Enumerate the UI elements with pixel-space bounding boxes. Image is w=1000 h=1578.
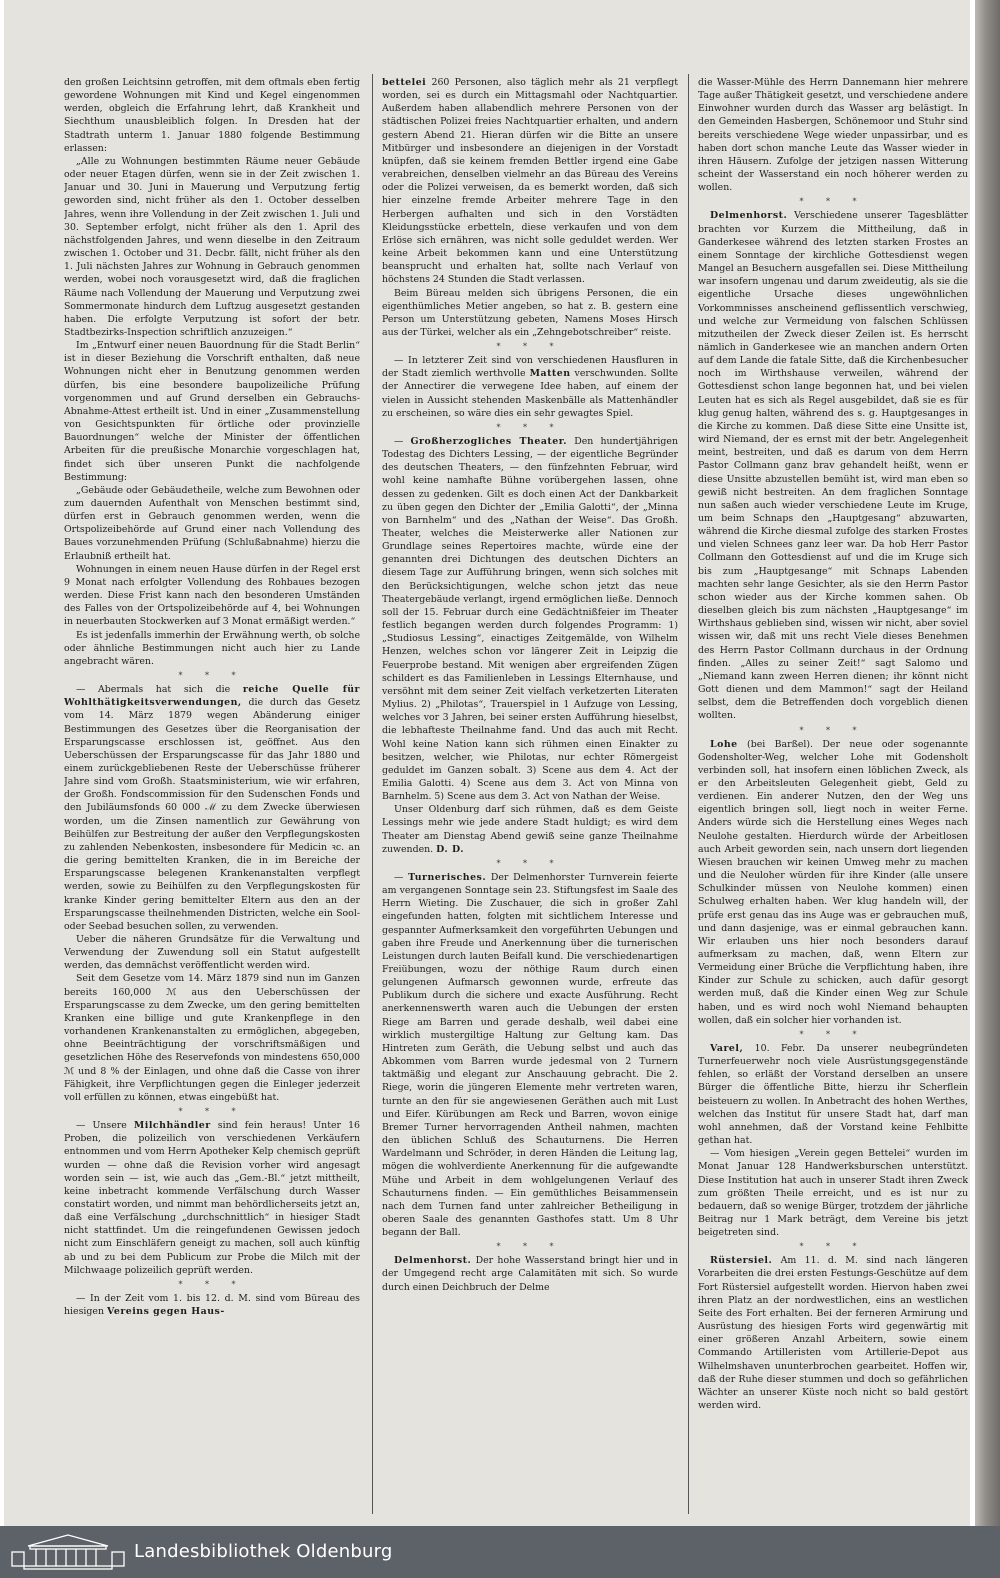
article-heading: Matten <box>529 368 571 380</box>
article-wohlthaetigkeit: — Abermals hat sich die reiche Quelle für Wohlthätigkeitsverwendungen, die durch das Gesetz vom 14. März 1879 wegen Abänderung einiger Bestimmungen des Gesetzes über die Reorganisation der Ersparungscasse erschlossen ist, geöffnet. Aus den Ueberschüssen der Ersparungscasse für das Jahr 1880 und einem zurückgebliebenen Reste der Ueberschüsse früherer Jahre sind vom Großh. Staatsministerium, wie wir erfahren, der Großh. Fondscommission für den Sudenschen Fonds und den Jubiläumsfonds 60 000 ℳ zu dem Zwecke überwiesen worden, um die Zinsen namentlich zur Gewährung von Beihülfen zur Bestreitung der außer den Verpflegungskosten zu zahlenden Nebenkosten, insbesondere für Medicin ꝛc. an die gering bemittelten Kranken, die in im Bereiche der Ersparungscasse belegenen Krankenanstalten verpflegt werden, sowie zu Beihülfen zu den Verpflegungskosten für kranke Kinder gering bemittelter Eltern aus den an der Ersparungscasse theilnehmenden Districten, welche ein Sool- oder Seebad besuchen sollen, zu verwenden. <box>64 684 360 932</box>
article-paragraph: Wohnungen in einem neuen Hause dürfen in der Regel erst 9 Monat nach erfolgter Vollendung des Rohbaues bezogen werden. Diese Frist kann nach den besonderen Umständen des Falles von der Ortspolizeibehörde auf 4, bei Wohnungen in neuerbauten Stockwerken auf 3 Monat ermäßigt werden.“ <box>64 563 360 628</box>
section-separator: * * * <box>799 1242 867 1252</box>
article-varel: Varel, 10. Febr. Da unserer neubegründeten Turnerfeuerwehr noch viele Ausrüstungsgegenstände fehlen, so erläßt der Vorstand derselben an unsere Bürger die öffentliche Bitte, hierzu ihr Scherflein beisteuern zu wollen. In Anbetracht des hohen Werthes, welchen das Institut für unsere Stadt hat, darf man wohl annehmen, daß der Vorstand keine Fehlbitte gethan hat. <box>698 1042 968 1147</box>
article-paragraph: Seit dem Gesetze vom 14. März 1879 sind nun im Ganzen bereits 160,000 ℳ aus den Ueberschüssen der Ersparungscasse zu dem Zwecke, um den gering bemittelten Kranken eine billige und gute Krankenpflege in den vorhandenen Krankenanstalten zu ermöglichen, abgegeben, ohne Beeinträchtigung der vorschriftsmäßigen und gesetzlichen Höhe des Reservefonds von mindestens 650,000 ℳ und 8 % der Einlagen, und ohne daß die Casse von ihrer Fähigkeit, ihre Verpflichtungen gegen die Einleger jederzeit voll erfüllen zu können, etwas eingebüßt hat. <box>64 973 360 1103</box>
article-heading: Rüstersiel. <box>710 1255 773 1267</box>
article-heading: Delmenhorst. <box>394 1255 472 1267</box>
article-heading: reiche Quelle für Wohlthätigkeitsverwendungen, <box>64 684 360 709</box>
quote-dresden: „Alle zu Wohnungen bestimmten Räume neuer Gebäude oder neuer Etagen dürfen, wenn sie in der Zeit zwischen 1. Januar und 30. Juni in Mauerung und Verputzung fertig geworden sind, nicht früher als den 1. October desselben Jahres, wenn ihre Vollendung in der Zeit zwischen 1. Juli und 30. September erfolgt, nicht früher als den 1. April des nächstfolgenden Jahres, und wenn dieselbe in den Zeitraum zwischen 1. October und 31. Decbr. fällt, nicht früher als den 1. Juli nächsten Jahres zur Wohnung in Gebrauch genommen werden, wobei noch vorausgesetzt wird, daß die fraglichen Räume nach Vollendung der Mauerung und Verputzung zwei Sommermonate hindurch dem Luftzug ausgesetzt gestanden haben. Die erfolgte Verputzung ist sofort der betr. Stadtbezirks-Inspection schriftlich anzuzeigen.“ <box>64 155 360 338</box>
article-paragraph: — Vom hiesigen „Verein gegen Bettelei“ wurden im Monat Januar 128 Handwerksburschen unterstützt. Diese Institution hat auch in unserer Stadt ihren Zweck zum größten Theile erreicht, und es ist nur zu bedauern, daß so wenige Bürger, trotzdem der jährliche Beitrag nur 1 Mark beträgt, dem Vereine bis jetzt beigetreten sind. <box>698 1148 968 1239</box>
column-1 <box>64 76 360 1516</box>
article-ruestersiel: Rüstersiel. Am 11. d. M. sind nach längeren Vorarbeiten die drei ersten Festungs-Geschütze auf dem Fort Rüstersiel aufgestellt worden. Hiervon haben zwei ihren Platz an der nordwestlichen, eins an westlichen Seite des Fort erhalten. Bei der ferneren Armirung und Ausrüstung des hiesigen Forts wird gegenwärtig mit einer größeren Anzahl Arbeitern, sowie einem Commando Artilleristen vom Artillerie-Depot aus Wilhelmshaven ununterbrochen gearbeitet. Hoffen wir, daß der Ruhe dieser stummen und doch so gefährlichen Wächter an unserer Küste noch nicht so bald gestört werden wird. <box>698 1255 968 1411</box>
article-paragraph: Im „Entwurf einer neuen Bauordnung für die Stadt Berlin“ ist in dieser Beziehung die Vorschrift enthalten, daß neue Wohnungen nicht eher in Benutzung genommen werden dürfen, bis eine besondere baupolizeiliche Prüfung vorgenommen und auf Grund derselben ein Gebrauchs-Abnahme-Attest ertheilt ist. Und in einer „Zusammenstellung von Gesichtspunkten für örtliche oder provinzielle Bauordnungen“ welche der Minister der öffentlichen Arbeiten für die preußische Monarchie vorgeschlagen hat, findet sich über unseren Punkt die nachfolgende Bestimmung: <box>64 340 360 483</box>
article-heading: Delmenhorst. <box>710 210 788 222</box>
article-paragraph: Unser Oldenburg darf sich rühmen, daß es dem Geiste Lessings mehr wie jede andere Stadt huldigt; es wird dem Theater am Dienstag Abend gewiß seine ganze Theilnahme zuwenden. D. D. <box>382 804 678 855</box>
article-heading: Milchhändler <box>133 1120 211 1132</box>
quote-prussia: „Gebäude oder Gebäudetheile, welche zum Bewohnen oder zum dauernden Aufenthalt von Menschen bestimmt sind, dürfen erst in Gebrauch genommen werden, wenn die Ortspolizeibehörde auf Grund einer nach Vollendung des Baues vorzunehmenden Prüfung (Schlußabnahme) hierzu die Erlaubniß ertheilt hat. <box>64 484 360 562</box>
article-heading: Großherzogliches Theater. <box>410 435 568 447</box>
library-building-icon <box>10 1532 126 1572</box>
section-separator: * * * <box>178 671 246 681</box>
article-paragraph: Beim Büreau melden sich übrigens Personen, die ein eigenthümliches Metier angeben, so hat z. B. gestern eine Person um Unterstützung gebeten, Namens Moses Hirsch aus der Türkei, welcher als ein „Zehngebotschreiber“ reiste. <box>382 287 678 338</box>
article-lohe: Lohe (bei Barßel). Der neue oder sogenannte Godensholter-Weg, welcher Lohe mit Godensholt verbinden soll, hat insofern einen löblichen Zweck, als er den Arbeitsleuten Gelegenheit giebt, Geld zu verdienen. Ein anderer Nutzen, den der Weg uns eigentlich bringen soll, liegt noch in weiter Ferne. Anders würde sich die Herstellung eines Weges nach Neulohe gestalten. Hierdurch würde der Arbeitlosen auch Arbeit geworden sein, nach unsern dort liegenden Wiesen brauchen wir keinen Umweg mehr zu machen und die Neuloher würden für ihre Kinder (alle unsere Schulkinder müssen von Neulohe kommen) einen Schulweg erhalten haben. Wer klug handeln will, der prüfe erst genau das ins Auge was er gebrauchen muß, und dann dasjenige, was er einmal gebrauchen kann. Wir erlauben uns hier noch besonders darauf aufmerksam zu machen, daß, wenn Eltern zur Vermeidung einer Brüche die Verpflichtung haben, ihre Kinder zur Schule zu schicken, auch dafür gesorgt werden muß, daß die Kinder einen Weg zur Schule haben, und es wird noch wohl Niemand behaupten wollen, daß ein solcher hier vorhanden ist. <box>698 738 968 1026</box>
section-separator: * * * <box>496 1242 564 1252</box>
book-gutter <box>975 0 1000 1526</box>
article-heading: Turnerisches. <box>408 871 487 883</box>
article-milchhaendler: — Unsere Milchhändler sind fein heraus! Unter 16 Proben, die polizeilich von verschiedenen Verkäufern entnommen und vom Herrn Apotheker Kelp chemisch geprüft wurden — ohne daß die Revision vorher wird angesagt worden sein — ist, wie auch das „Gem.-Bl.“ jetzt mittheilt, keine inbetracht kommende Verfälschung durch Wasser constatirt worden, und nimmt man behördlicherseits jetzt an, daß eine Verfälschung „durchschnittlich“ in hiesiger Stadt nicht stattfindet. Um die reingefundenen Gewissen jedoch nicht zum Einschläfern geneigt zu machen, soll auch künftig ab und zu bei dem Publicum zur Probe die Milch mit der Milchwaage polizeilich geprüft werden. <box>64 1120 360 1276</box>
article-turnerisches: — Turnerisches. Der Delmenhorster Turnverein feierte am vergangenen Sonntage sein 23. Stiftungsfest im Saale des Herrn Wieting. Die Zuschauer, die sich in großer Zahl eingefunden hatten, folgten mit sichtlichem Interesse und gespannter Aufmerksamkeit den vorgeführten Uebungen und gaben ihre Freude und Anerkennung über die turnerischen Leistungen durch lauten Beifall kund. Die verschiedenartigen Freiübungen, wozu der nöthige Raum durch einen gelungenen Aufmarsch gewonnen wurde, erfreute das Publikum durch die sichere und exacte Ausführung. Recht anerkennenswerth waren auch die Uebungen der ersten Riege am Barren und gerade deshalb, weil dabei eine wirklich mustergiltige Haltung zur Geltung kam. Das Hintreten zum Geräth, die Uebung selbst und auch das Abkommen vom Barren wurde jedesmal von 2 Turnern taktmäßig und elegant zur Anschauung gebracht. Die 2. Riege, worin die jüngeren Elemente mehr vertreten waren, turnte an den für sie angewiesenen Geräthen auch mit Lust und Eifer. Kürübungen am Reck und Barren, wovon einige Bremer Turner hervorragenden Antheil nahmen, machten den üblichen Schluß des Schauturnens. Die Herren Wardelmann und Schröder, in deren Händen die Leitung lag, mögen die wohlverdiente Anerkennung für die aufgewandte Mühe und Arbeit in dem wohlgelungenen Verlauf des Schauturnens finden. — Ein gemüthliches Beisammensein nach dem Turnen fand unter zahlreicher Betheiligung in oberen Saale des genannten Gasthofes statt. Um 8 Uhr begann der Ball. <box>382 871 678 1239</box>
article-heading: Varel, <box>710 1042 744 1054</box>
column-rule <box>372 74 373 1514</box>
column-rule <box>688 74 689 1514</box>
article-paragraph: die Wasser-Mühle des Herrn Dannemann hier mehrere Tage außer Thätigkeit gesetzt, und verschiedene andere Einwohner wurden durch das Wasser arg belästigt. In den Gemeinden Hasbergen, Schönemoor und Stuhr sind bereits verschiedene Wege wieder unpassirbar, und es haben dort schon manche Leute das Wasser wieder in ihren Häusern. Zufolge der jetzigen nassen Witterung scheint der Wasserstand ein noch höherer werden zu wollen. <box>698 77 968 194</box>
article-delmenhorst-church: Delmenhorst. Verschiedene unserer Tagesblätter brachten vor Kurzem die Mittheilung, daß in Ganderkesee während des letzten starken Frostes an einem Sonntage der kirchliche Gottesdienst wegen Mangel an Besuchern ausgefallen sei. Diese Mittheilung war insofern ungenau und darum zweideutig, als sie die eigentliche Ursache dieses ungewöhnlichen Vorkommnisses anscheinend geflissentlich verschwieg, und welche zur Vermeidung von falschen Schlüssen mitzutheilen der Zweck dieser Zeilen ist. Es herrscht nämlich in Ganderkesee wie an manchen andern Orten auf dem Lande die fatale Sitte, daß die Kirchenbesucher noch im Wirthshause verweilen, während der Gottesdienst schon lange begonnen hat, und bei vielen Leuten hat es sich als Regel ausgebildet, daß sie es für klug genug halten, während des s. g. Hauptgesanges in die Kirche zu kommen. Daß diese Sitte eine Unsitte ist, wird Niemand, der es ernst mit der betr. Angelegenheit meint, bestreiten, und daß es darum von dem Herrn Pastor Collmann ganz brav gehandelt heißt, wenn er diese Unsitte abzustellen bemüht ist, wird man eben so gewiß nicht bestreiten. An dem fraglichen Sonntage nun saßen auch wieder verschiedene Leute im Kruge, um beim Schnaps den „Hauptgesang“ abzuwarten, während die Kirche diesmal zufolge des starken Frostes und vielen Schnees ganz leer war. Da hob Herr Pastor Collmann den Gottesdienst auf und die im Kruge sich bis zum „Hauptgesange“ mit Schnaps Labenden machten sehr lange Gesichter, als sie den Herrn Pastor schon wieder aus der Kirche kommen sahen. Ob dieselben gleich bis zum nächsten „Hauptgesange“ im Wirthshaus geblieben sind, wissen wir nicht, aber soviel wissen wir, daß mit uns recht Viele dieses Benehmen des Herrn Pastor Collmann durchaus in der Ordnung finden. „Alles zu seiner Zeit!“ sagt Salomo und „Niemand kann zween Herren dienen; ihr könnt nicht Gott dienen und dem Mammon!“ sagt der Heiland selbst, dem die Betreffenden doch vorgeblich dienen wollten. <box>698 210 968 722</box>
article-signature: D. D. <box>436 843 465 855</box>
article-heading: bettelei <box>382 77 427 88</box>
section-separator: * * * <box>496 342 564 352</box>
article-paragraph: Ueber die näheren Grundsätze für die Verwaltung und Verwendung der Zuwendung soll ein Statut aufgestellt werden, das demnächst veröffentlicht werden wird. <box>64 934 360 972</box>
article-heading: Vereins gegen Haus- <box>106 1306 225 1318</box>
section-separator: * * * <box>799 725 867 735</box>
section-separator: * * * <box>799 197 867 207</box>
article-paragraph: den großen Leichtsinn getroffen, mit dem oftmals eben fertig gewordene Wohnungen mit Kind und Kegel eingenommen werden, obgleich die Erfahrung lehrt, daß Krankheit und Siechthum unausbleiblich folgen. In Dresden hat der Stadtrath unterm 1. Januar 1880 folgende Bestimmung erlassen: <box>64 77 360 154</box>
article-bettelei: bettelei 260 Personen, also täglich mehr als 21 verpflegt worden, sei es durch ein Mittagsmahl oder Nachtquartier. Außerdem haben allabendlich mehrere Personen von der städtischen Polizei freies Nachtquartier erhalten, und andern gestern Abend 21. Hieran dürfen wir die Bitte an unsere Mitbürger und insbesondere an diejenigen in der Vorstadt knüpfen, daß sie keinem fremden Bettler irgend eine Gabe verabreichen, denselben vielmehr an das Büreau des Vereins oder die Polizei verweisen, da es bemerkt worden, daß sich hier einzelne fremde Arbeiter mehrere Tage in den Herbergen aufhalten und sich in den Vorstädten Kleidungsstücke erbetteln, diese verkaufen und von dem Erlöse sich ernähren, was nicht solle geduldet werden. Wer keine Arbeit bekommen kann und eine Unterstützung beansprucht und erhalten hat, sollte nach Verlauf von höchstens 24 Stunden die Stadt verlassen. <box>382 77 678 286</box>
library-name: Landesbibliothek Oldenburg <box>134 1541 393 1562</box>
article-theater: — Großherzogliches Theater. Den hundertjährigen Todestag des Dichters Lessing, — der eigentliche Begründer des deutschen Theaters, — den fünfzehnten Februar, wird wohl keine namhafte Bühne vorübergehen lassen, ohne dessen zu gedenken. Gilt es doch einen Act der Dankbarkeit zu üben gegen den Dichter der „Emilia Galotti“, der „Minna von Barnhelm“ und des „Nathan der Weise“. Das Großh. Theater, welches die Meisterwerke aller Nationen zur Grundlage seines Repertoires machte, würde eine der genannten drei Dichtungen des deutschen Dichters an diesem Tage zur Aufführung bringen, wenn sich solches mit den Berücksichtigungen, welche schon jetzt das neue Theatergebäude verlangt, irgend ermöglichen ließe. Dennoch soll der 15. Februar durch eine Gedächtnißfeier im Theater festlich begangen werden durch folgendes Programm: 1) „Studiosus Lessing“, einactiges Zeitgemälde, von Wilhelm Henzen, welches schon vor längerer Zeit in Leipzig die Feuerprobe bestand. Mit wenigen aber ergreifenden Zügen schildert es das Familienleben in Lessings Elternhause, und versöhnt mit dem seiner Zeit vielfach verketzerten Literaten Mylius. 2) „Philotas“, Trauerspiel in 1 Aufzuge von Lessing, welches vor 3 Jahren, bei seiner ersten Aufführung hieselbst, die lebhafteste Theilnahme fand. Und das auch mit Recht. Wohl keine Nation kann sich rühmen einen Einakter zu besitzen, welcher, wie Philotas, nur echter Römergeist geduldet im Ganzen sobalt. 3) Scene aus dem 4. Act der Emilia Galotti. 4) Scene aus dem 3. Act von Minna von Barnhelm. 5) Scene aus dem 3. Act von Nathan der Weise. <box>382 435 678 803</box>
section-separator: * * * <box>496 422 564 432</box>
section-separator: * * * <box>799 1029 867 1039</box>
column-2 <box>382 76 678 1516</box>
section-separator: * * * <box>178 1107 246 1117</box>
article-delmenhorst-water: Delmenhorst. Der hohe Wasserstand bringt hier und in der Umgegend recht arge Calamitäten mit sich. So wurde durch einen Deichbruch der Delme <box>382 1255 678 1293</box>
column-3 <box>698 76 968 1516</box>
footer-bar <box>0 1526 1000 1578</box>
article-paragraph: Es ist jedenfalls immerhin der Erwähnung werth, ob solche oder ähnliche Bestimmungen nicht auch hier zu Lande angebracht wären. <box>64 629 360 667</box>
section-separator: * * * <box>496 858 564 868</box>
article-bettelei-intro: — In der Zeit vom 1. bis 12. d. M. sind vom Büreau des hiesigen Vereins gegen Haus- <box>64 1292 360 1318</box>
article-matten: — In letzterer Zeit sind von verschiedenen Hausfluren in der Stadt ziemlich werthvolle Matten verschwunden. Sollte der Annectirer die verwegene Idee haben, auf einem der vielen in Aussicht stehenden Maskenbälle als Mattenhändler zu erscheinen, so wäre dies ein sehr gewagtes Spiel. <box>382 355 678 419</box>
newspaper-page <box>4 0 970 1526</box>
section-separator: * * * <box>178 1279 246 1289</box>
article-heading: Lohe <box>710 738 738 750</box>
